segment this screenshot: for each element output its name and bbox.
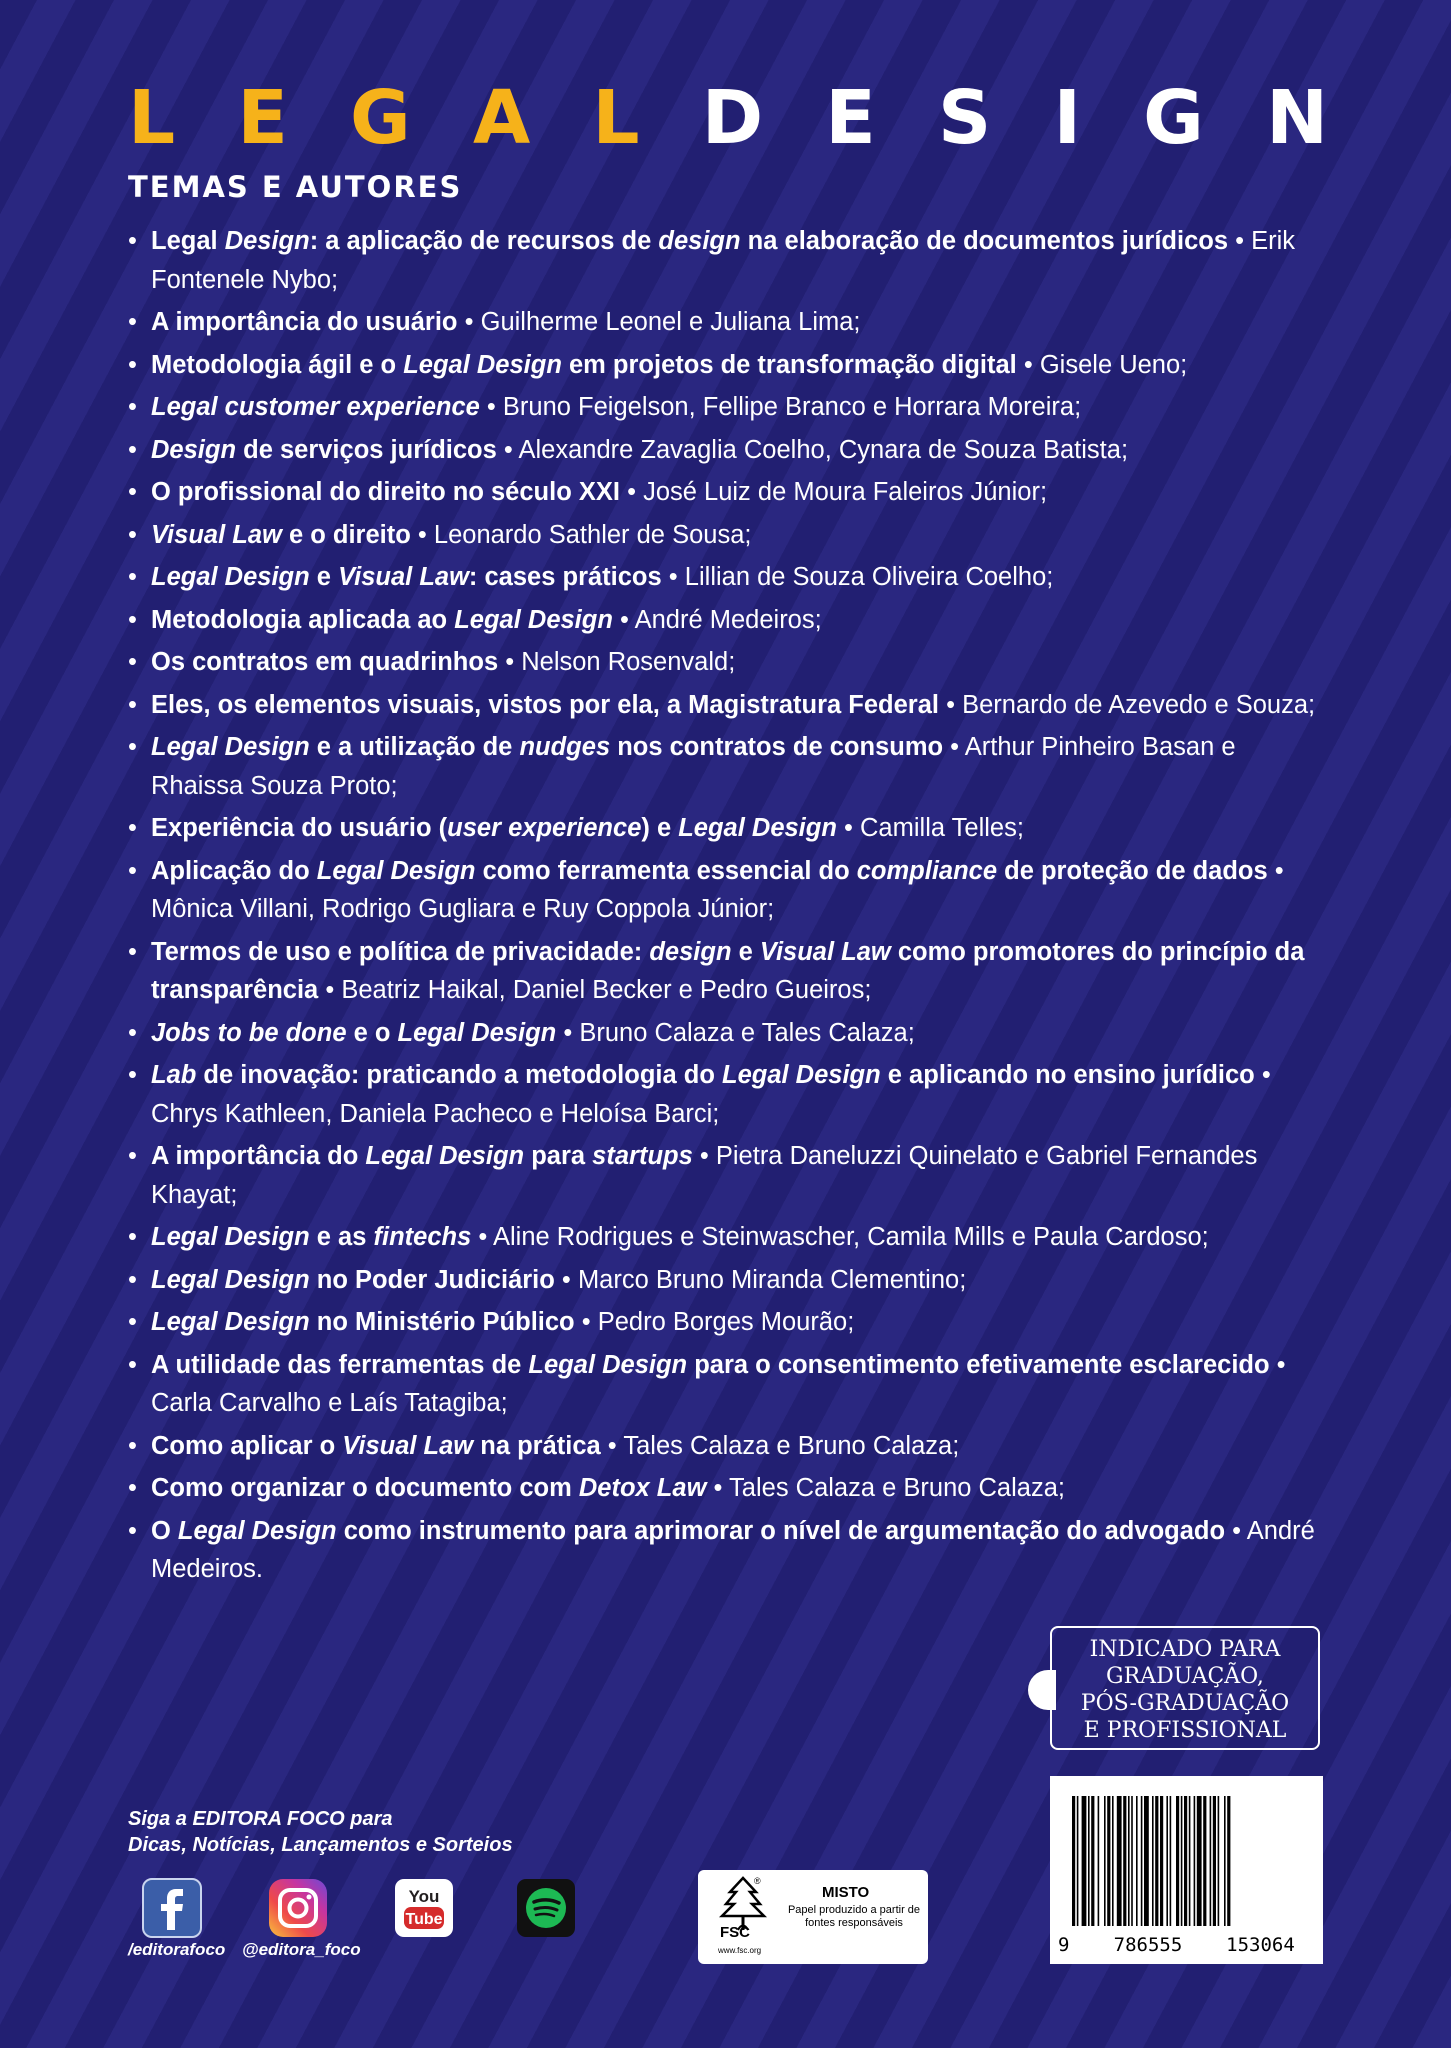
title-letter: L: [128, 75, 176, 161]
topic-item: [128, 473, 1328, 512]
topic-authors: • Arthur Pinheiro Basan e Rhaissa Souza Proto;: [151, 733, 1236, 800]
topic-title-segment: Visual Law: [338, 563, 469, 591]
topic-title-segment: compliance: [856, 856, 998, 885]
topic-item: [128, 388, 1328, 427]
topic-title-segment: na prática: [473, 1431, 601, 1460]
isbn-number: [1058, 1934, 1313, 1956]
barcode-bar: [1194, 1796, 1196, 1926]
topic-title-segment: Jobs to be done: [151, 1018, 347, 1047]
topic-item: [128, 1512, 1328, 1589]
topic-title-segment: Legal Design: [528, 1350, 688, 1379]
topic-title-segment: e o direito: [281, 520, 411, 549]
topic-title-segment: Design: [224, 227, 310, 255]
barcode-bar: [1131, 1796, 1133, 1926]
instagram-icon: [268, 1878, 328, 1938]
facebook-handle[interactable]: /editorafoco: [128, 1940, 226, 1959]
topic-item: [128, 686, 1328, 725]
topic-authors: • Gisele Ueno;: [1016, 350, 1188, 379]
topic-title-segment: Legal Design: [316, 856, 476, 885]
barcode-bar: [1210, 1796, 1212, 1926]
topic-title-segment: startups: [592, 1142, 693, 1170]
book-title: [128, 68, 1328, 168]
badge-line: INDICADO PARA: [1089, 1637, 1281, 1662]
topic-title-segment: : a aplicação de recursos de: [309, 227, 659, 255]
topic-title-segment: Legal Design: [151, 1265, 310, 1294]
topic-title-segment: Detox Law: [578, 1474, 707, 1502]
instagram-link[interactable]: [268, 1878, 328, 1943]
barcode-bar: [1176, 1796, 1179, 1926]
topic-title-segment: Legal Design: [454, 605, 613, 634]
topic-item: [128, 728, 1328, 805]
topic-title-segment: A utilidade das ferramentas de: [151, 1350, 529, 1379]
barcode-bar: [1088, 1796, 1090, 1926]
fsc-certification-label: [698, 1870, 928, 1964]
topic-item: [128, 1056, 1328, 1133]
topic-authors: • Pietra Daneluzzi Quinelato e Gabriel Fernandes Khayat;: [151, 1142, 1258, 1209]
topic-authors: • Bruno Calaza e Tales Calaza;: [556, 1018, 915, 1047]
topic-title-segment: para: [524, 1142, 593, 1170]
barcode-bar: [1170, 1796, 1172, 1926]
topic-title-segment: : cases práticos: [468, 563, 662, 591]
topic-title-segment: como promotores do princípio da transparência: [151, 937, 1305, 1004]
topic-title-segment: O: [151, 1516, 178, 1545]
topic-title-segment: O profissional do direito no século XXI: [151, 478, 620, 506]
fsc-logo-text: FSC: [720, 1924, 750, 1941]
topic-authors: • Aline Rodrigues e Steinwascher, Camila Mills e Paula Cardoso;: [471, 1223, 1209, 1251]
isbn-right-digits: 153064: [1226, 1934, 1295, 1956]
topic-authors: • Bruno Feigelson, Fellipe Branco e Horrara Moreira;: [479, 393, 1082, 421]
barcode-bar: [1181, 1796, 1183, 1926]
topic-item: [128, 1469, 1328, 1508]
topic-title-segment: Metodologia ágil e o: [151, 350, 404, 379]
follow-line: Dicas, Notícias, Lançamentos e Sorteios: [128, 1834, 513, 1856]
topic-title-segment: e as: [309, 1223, 374, 1251]
topic-title-segment: Visual Law: [759, 937, 891, 966]
topic-item: [128, 601, 1328, 640]
topic-title-segment: de serviços jurídicos: [236, 435, 497, 464]
topic-title-segment: e: [309, 563, 339, 591]
fsc-description: Papel produzido a partir de fontes responsáveis: [787, 1904, 921, 1929]
title-letter: D: [701, 75, 764, 161]
barcode-bar: [1123, 1796, 1126, 1926]
topic-item: [128, 1346, 1328, 1423]
barcode-bar: [1166, 1796, 1168, 1926]
topic-authors: • Chrys Kathleen, Daniela Pacheco e Heloísa Barci;: [151, 1061, 1271, 1128]
topic-item: [128, 1427, 1328, 1466]
youtube-tube-text: Tube: [405, 1911, 443, 1928]
topic-title-segment: A importância do usuário: [151, 308, 458, 336]
badge-line: E PROFISSIONAL: [1083, 1718, 1287, 1743]
topic-title-segment: e aplicando no ensino jurídico: [880, 1061, 1255, 1089]
title-letter: S: [938, 75, 992, 161]
topic-title-segment: Os contratos em quadrinhos: [151, 648, 499, 676]
topic-title-segment: Eles, os elementos visuais, vistos por ela, a Magistratura Federal: [151, 690, 939, 719]
topic-title-segment: Legal Design: [403, 350, 562, 379]
section-heading: TEMAS E AUTORES: [128, 170, 463, 204]
barcode-bar: [1091, 1796, 1094, 1926]
barcode-bar: [1072, 1796, 1075, 1926]
barcode-bar: [1141, 1796, 1143, 1926]
topic-item: [128, 1137, 1328, 1214]
topic-title-segment: nos contratos de consumo: [610, 733, 944, 761]
spotify-link[interactable]: [516, 1878, 576, 1943]
topic-title-segment: design: [658, 227, 741, 255]
barcode-bar: [1104, 1796, 1106, 1926]
title-letter: E: [825, 75, 876, 161]
barcode-bar: [1227, 1796, 1230, 1926]
barcode-bar: [1077, 1796, 1079, 1926]
title-letter: I: [1053, 75, 1081, 161]
topic-title-segment: design: [649, 937, 732, 966]
topic-title-segment: Legal Design: [365, 1142, 525, 1170]
topic-title-segment: Legal Design: [678, 814, 837, 842]
barcode-bar: [1098, 1796, 1100, 1926]
topic-item: [128, 222, 1328, 299]
badge-line: PÓS-GRADUAÇÃO: [1080, 1691, 1290, 1716]
title-letter: G: [1143, 75, 1204, 161]
topic-title-segment: nudges: [519, 733, 611, 761]
topic-authors: • Bernardo de Azevedo e Souza;: [939, 690, 1316, 719]
topic-title-segment: Visual Law: [342, 1431, 474, 1460]
topic-title-segment: de inovação: praticando a metodologia do: [196, 1061, 722, 1089]
topic-item: [128, 933, 1328, 1010]
topic-title-segment: Metodologia aplicada ao: [151, 605, 455, 634]
youtube-link[interactable]: [394, 1878, 454, 1943]
topic-authors: • Guilherme Leonel e Juliana Lima;: [457, 308, 861, 336]
badge-line: GRADUAÇÃO,: [1106, 1664, 1264, 1689]
topic-title-segment: Legal Design: [177, 1516, 337, 1545]
topic-authors: • Marco Bruno Miranda Clementino;: [554, 1265, 967, 1294]
topic-authors: • Alexandre Zavaglia Coelho, Cynara de Souza Batista;: [496, 435, 1129, 464]
barcode-bar: [1218, 1796, 1220, 1926]
topic-authors: • Mônica Villani, Rodrigo Gugliara e Ruy Coppola Júnior;: [151, 856, 1284, 923]
title-letter: E: [237, 75, 288, 161]
fsc-misto-label: MISTO: [822, 1884, 870, 1901]
topic-item: [128, 643, 1328, 682]
barcode-bar: [1197, 1796, 1202, 1926]
barcode-bar: [1082, 1796, 1087, 1926]
topic-authors: • Carla Carvalho e Laís Tatagiba;: [151, 1350, 1286, 1417]
topic-title-segment: Termos de uso e política de privacidade:: [151, 937, 650, 966]
barcode-bar: [1155, 1796, 1158, 1926]
instagram-handle[interactable]: @editora_foco: [242, 1940, 361, 1959]
topic-item: [128, 346, 1328, 385]
isbn-left-digits: 786555: [1113, 1934, 1183, 1956]
topic-authors: • André Medeiros.: [151, 1516, 1315, 1583]
topic-title-segment: para o consentimento efetivamente esclarecido: [687, 1350, 1270, 1379]
topic-item: [128, 1218, 1328, 1257]
follow-line: Siga a EDITORA FOCO para: [128, 1808, 393, 1830]
topic-authors: • Nelson Rosenvald;: [498, 648, 736, 676]
topic-item: [128, 516, 1328, 555]
topic-title-segment: Legal customer experience: [151, 393, 480, 421]
barcode-bar: [1144, 1796, 1149, 1926]
barcode-bar: [1128, 1796, 1130, 1926]
topic-title-segment: Experiência do usuário (: [151, 814, 448, 842]
topic-title-segment: e: [731, 937, 760, 966]
fsc-url: www.fsc.org: [718, 1946, 762, 1955]
topic-authors: • José Luiz de Moura Faleiros Júnior;: [619, 478, 1048, 506]
topic-authors: • Lillian de Souza Oliveira Coelho;: [661, 563, 1054, 591]
spotify-icon: [516, 1878, 576, 1938]
topic-title-segment: Legal: [151, 227, 225, 255]
topic-authors: • Pedro Borges Mourão;: [574, 1308, 855, 1336]
topic-title-segment: fintechs: [373, 1223, 472, 1251]
topic-title-segment: e o: [346, 1018, 398, 1047]
topic-title-segment: e a utilização de: [309, 733, 520, 761]
topic-title-segment: no Ministério Público: [309, 1308, 575, 1336]
topic-authors: • André Medeiros;: [612, 605, 822, 634]
topic-title-segment: em projetos de transformação digital: [561, 350, 1017, 379]
topic-item: [128, 1303, 1328, 1342]
barcode-bar: [1213, 1796, 1216, 1926]
title-letter: A: [472, 75, 531, 161]
topic-authors: • Leonardo Sathler de Sousa;: [410, 520, 752, 549]
topic-title-segment: Como organizar o documento com: [151, 1474, 579, 1502]
topic-title-segment: Visual Law: [151, 520, 282, 549]
topic-title-segment: Legal Design: [722, 1061, 881, 1089]
barcode-bar: [1224, 1796, 1226, 1926]
audience-badge: [1050, 1626, 1320, 1750]
follow-text: [128, 1806, 513, 1858]
barcode-bar: [1152, 1796, 1154, 1926]
fsc-registered-mark: ®: [754, 1876, 761, 1886]
topic-title-segment: como instrumento para aprimorar o nível de argumentação do advogado: [336, 1516, 1226, 1545]
topic-title-segment: Legal Design: [151, 1223, 310, 1251]
topics-list: [128, 222, 1328, 1593]
topic-title-segment: A importância do: [151, 1142, 366, 1170]
barcode-bar: [1112, 1796, 1114, 1926]
topic-title-segment: ) e: [641, 814, 679, 842]
barcode-bar: [1117, 1796, 1122, 1926]
barcode-bar: [1160, 1796, 1163, 1926]
topic-title-segment: na elaboração de documentos jurídicos: [740, 227, 1229, 255]
topic-title-segment: Lab: [151, 1061, 197, 1089]
topic-title-segment: Legal Design: [151, 1308, 310, 1336]
topic-authors: • Camilla Telles;: [836, 814, 1024, 842]
topic-authors: • Erik Fontenele Nybo;: [151, 227, 1296, 294]
topic-title-segment: como ferramenta essencial do: [475, 856, 857, 885]
youtube-icon: [394, 1878, 454, 1938]
topic-item: [128, 303, 1328, 342]
topic-title-segment: Legal Design: [397, 1018, 557, 1047]
topic-title-segment: Como aplicar o: [151, 1431, 343, 1460]
title-letter: L: [592, 75, 640, 161]
facebook-icon: [142, 1878, 202, 1938]
barcode-bar: [1136, 1796, 1138, 1926]
topic-authors: • Tales Calaza e Bruno Calaza;: [600, 1431, 960, 1460]
topic-item: [128, 1261, 1328, 1300]
topic-title-segment: user experience: [447, 814, 642, 842]
topic-authors: • Beatriz Haikal, Daniel Becker e Pedro Gueiros;: [318, 976, 872, 1004]
topic-item: [128, 809, 1328, 848]
topic-item: [128, 852, 1328, 929]
isbn-barcode: [1050, 1776, 1323, 1964]
topic-title-segment: de proteção de dados: [997, 856, 1268, 885]
topic-title-segment: Aplicação do: [151, 856, 317, 885]
isbn-prefix-digit: 9: [1058, 1934, 1070, 1956]
barcode-bars: [1072, 1796, 1302, 1926]
topic-title-segment: Legal Design: [151, 563, 310, 591]
youtube-you-text: You: [408, 1887, 440, 1906]
barcode-bar: [1184, 1796, 1187, 1926]
topic-title-segment: Legal Design: [151, 733, 310, 761]
topic-item: [128, 558, 1328, 597]
topic-title-segment: Design: [151, 435, 237, 464]
barcode-bar: [1189, 1796, 1191, 1926]
topic-item: [128, 1014, 1328, 1053]
topic-title-segment: no Poder Judiciário: [309, 1265, 555, 1294]
topic-item: [128, 431, 1328, 470]
title-letter: G: [350, 75, 411, 161]
barcode-bar: [1107, 1796, 1110, 1926]
barcode-bar: [1203, 1796, 1206, 1926]
title-letter: N: [1266, 75, 1328, 161]
topic-authors: • Tales Calaza e Bruno Calaza;: [706, 1474, 1065, 1502]
facebook-link[interactable]: [142, 1878, 202, 1943]
